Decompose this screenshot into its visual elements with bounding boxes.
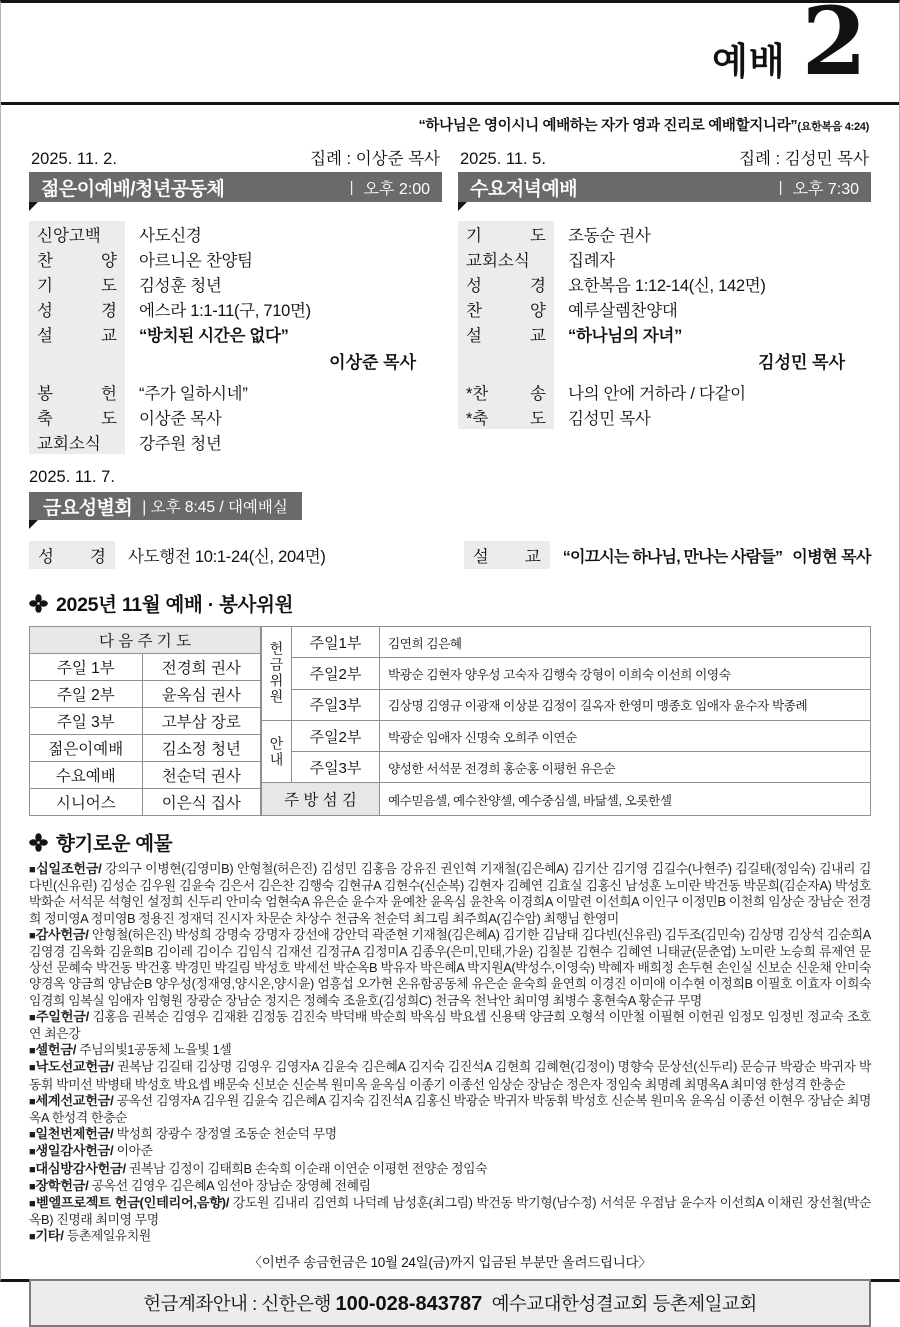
offering-names: 권복남 김길태 김상명 김영우 김영자A 김윤숙 김은혜A 김지숙 김진석A 김현희 김혜현(김정이) 명향숙 문상선(신두리) 문승규 박광순 박귀자 박동휘 박미선 박병태 박성호 박요셉 배문숙 신보순 신순복 원미옥 윤옥심 이종기 이종선 임상순 장남순 정은자 정임숙 최명례 최명옥A 최미영 한성격 한충순 bbox=[29, 1059, 871, 1092]
order-label: 설 교 bbox=[29, 321, 125, 346]
prayer-part: 주일 3부 bbox=[30, 708, 143, 735]
youth-service-header bbox=[29, 147, 442, 169]
offering-names: 김홍음 권복순 김영우 김재환 김정동 김진숙 박덕배 박순희 박옥심 박요셉 신용택 양금희 오형석 이만철 이필현 이헌권 임정모 임정빈 정교숙 조호연 최은강 bbox=[29, 1008, 871, 1042]
table-row bbox=[30, 735, 261, 762]
order-label: 찬 양 bbox=[458, 296, 554, 321]
service-row bbox=[29, 321, 442, 346]
verse-reference: (요한복음 4:24) bbox=[797, 121, 869, 133]
guide-names: 양성한 서석문 전경희 홍순홍 이평헌 유은순 bbox=[380, 752, 871, 783]
preacher-name: 김성민 목사 bbox=[758, 353, 845, 372]
table-row bbox=[262, 689, 871, 720]
wednesday-service-presider: 집례 : 김성민 목사 bbox=[739, 150, 869, 168]
order-label: 기 도 bbox=[29, 271, 125, 296]
order-label: 설 교 bbox=[458, 321, 554, 346]
prayer-name: 김소정 청년 bbox=[142, 735, 260, 762]
order-label: *찬 송 bbox=[458, 379, 554, 404]
table-row bbox=[262, 627, 871, 658]
guide-header: 안내 bbox=[262, 720, 292, 783]
wednesday-service-bar bbox=[458, 172, 871, 202]
service-row bbox=[458, 346, 871, 379]
offering-committee-header: 헌금위원 bbox=[262, 627, 292, 721]
committee-part: 주일2부 bbox=[292, 658, 380, 689]
service-row bbox=[29, 429, 442, 454]
committee-part: 주일3부 bbox=[292, 689, 380, 720]
order-value: 사도신경 bbox=[139, 227, 202, 245]
order-label: *축 도 bbox=[458, 404, 554, 429]
bar-fold-triangle bbox=[29, 202, 38, 211]
table-row bbox=[262, 720, 871, 751]
youth-service-time: 오후 2:00 bbox=[363, 180, 430, 198]
offering-label: ■ 대심방감사헌금 / bbox=[29, 1161, 126, 1176]
order-label: 성 경 bbox=[458, 271, 554, 296]
offering-names: 권복남 김정이 김태희B 손숙희 이순래 이연순 이평헌 전양순 정임숙 bbox=[129, 1160, 488, 1176]
prayer-part: 주일 1부 bbox=[30, 654, 143, 681]
service-row bbox=[29, 221, 442, 246]
bar-divider: | bbox=[349, 178, 354, 196]
friday-sermon-block bbox=[464, 541, 871, 569]
order-value: 강주원 청년 bbox=[139, 435, 222, 453]
committee-names: 박광순 김현자 양우성 고숙자 김행숙 강형이 이희숙 이선희 이영숙 bbox=[380, 658, 871, 689]
committee-names: 김연희 김은혜 bbox=[380, 627, 871, 658]
table-row bbox=[30, 654, 261, 681]
friday-preacher-name: 이병현 목사 bbox=[792, 548, 871, 566]
offering-label: ■ 세계선교헌금 / bbox=[29, 1093, 113, 1108]
order-label: 봉 헌 bbox=[29, 379, 125, 404]
prayer-name: 전경희 권사 bbox=[142, 654, 260, 681]
preacher-name: 이상준 목사 bbox=[329, 353, 416, 372]
offering-label: ■ 십일조헌금 / bbox=[29, 861, 102, 876]
offering-names: 안형철(허은진) 박성희 강명숙 강명자 강선애 강안덕 곽준현 기재철(김은혜A) 김기한 김남태 김다빈(신유린) 김두조(김민숙) 김상명 김상석 김순희A 김영경 김옥화 김윤희B 김이레 김이수 김임식 김재선 김정규A 김정미A 김종우(은미,민태,가윤) 김칠분 김현수 김혜연 니태균(문춘엽) 노미란 노승희 류제연 문상선 문혜숙 박건동 박건홍 박경민 박길림 박성호 박세선 박순옥B 박유자 박은혜A 박지원A(박성수,이영숙) 박혜자 배희정 손두현 손인실 신보순 신운채 안미숙 양경옥 양금희 양남순B 양우성(정재영,양시온,양시윤) 엄흥섭 오가현 온유함공동체 유은순 윤숙희 윤연희 이경진 이미애 이수현 이정희B 이필호 이효자 이희숙 임경희 임복실 임애자 임형원 장광순 장남순 정지은 정혜숙 조윤호(김성희C) 천금옥 천낙안 최미영 최병수 홍현숙A 황순규 무명 bbox=[29, 926, 871, 1008]
offering-category bbox=[29, 1161, 871, 1178]
order-label: 성 경 bbox=[29, 296, 125, 321]
table-row bbox=[30, 681, 261, 708]
wednesday-service-order bbox=[458, 221, 871, 429]
page-number: 2 bbox=[801, 0, 867, 97]
offering-category bbox=[29, 1042, 871, 1059]
offering-category bbox=[29, 1009, 871, 1042]
scripture-label: 성 경 bbox=[29, 541, 115, 569]
offering-label: ■ 일천번제헌금 / bbox=[29, 1126, 113, 1141]
committee-section-title bbox=[29, 589, 871, 617]
page-title: 예배 bbox=[712, 41, 786, 82]
youth-service-bar-title: 젊은이예배/청년공동체 bbox=[41, 178, 225, 200]
offering-category bbox=[29, 1059, 871, 1092]
table-row bbox=[262, 783, 871, 816]
table-row bbox=[262, 658, 871, 689]
service-row bbox=[458, 321, 871, 346]
youth-service-order bbox=[29, 221, 442, 454]
order-value: 에스라 1:1-11(구, 710면) bbox=[139, 302, 311, 320]
offering-names: 박성희 장광수 장정열 조동순 천순덕 무명 bbox=[116, 1126, 337, 1142]
prayer-name: 고부삼 장로 bbox=[142, 708, 260, 735]
bar-fold-triangle bbox=[458, 202, 467, 211]
youth-service-bar bbox=[29, 172, 442, 202]
service-row bbox=[458, 221, 871, 246]
order-value: 김성민 목사 bbox=[568, 410, 651, 428]
order-value: 예루살렘찬양대 bbox=[568, 302, 678, 320]
offering-category bbox=[29, 927, 871, 1009]
offerings-section bbox=[1, 828, 899, 1271]
offering-category bbox=[29, 1126, 871, 1143]
table-row bbox=[30, 762, 261, 789]
page-header bbox=[1, 0, 899, 105]
order-value: 아르니온 찬양팀 bbox=[139, 252, 253, 270]
youth-service-date: 2025. 11. 2. bbox=[31, 150, 117, 168]
offering-category bbox=[29, 1228, 871, 1245]
friday-meeting-bar bbox=[29, 492, 302, 520]
order-value: 요한복음 1:12-14(신, 142면) bbox=[568, 277, 766, 295]
offering-names: 주님의빛1공동체 노을빛 1셀 bbox=[79, 1042, 232, 1058]
order-label: 신앙고백 bbox=[29, 221, 125, 246]
order-label-spacer bbox=[458, 346, 554, 379]
table-row bbox=[30, 708, 261, 735]
service-row bbox=[458, 271, 871, 296]
offering-label: ■ 셀헌금 / bbox=[29, 1042, 76, 1057]
prayer-part: 젊은이예배 bbox=[30, 735, 143, 762]
offering-category bbox=[29, 1178, 871, 1195]
order-value: 조동순 권사 bbox=[568, 227, 651, 245]
order-value: 김성훈 청년 bbox=[139, 277, 222, 295]
account-prefix: 헌금계좌안내 : 신한은행 bbox=[143, 1292, 331, 1314]
committee-title-text: 2025년 11월 예배 · 봉사위원 bbox=[56, 594, 294, 616]
committee-tables bbox=[29, 626, 871, 816]
scripture-value: 사도행전 10:1-24(신, 204면) bbox=[128, 548, 326, 566]
youth-service-section bbox=[29, 147, 442, 454]
service-row bbox=[29, 404, 442, 429]
service-row bbox=[458, 404, 871, 429]
offering-category bbox=[29, 1195, 871, 1228]
volunteer-table bbox=[261, 626, 871, 816]
account-number: 100-028-843787 bbox=[335, 1292, 483, 1315]
guide-names: 박광순 임애자 신명숙 오희주 이연순 bbox=[380, 720, 871, 751]
prayer-part: 수요예배 bbox=[30, 762, 143, 789]
friday-meeting-title: 금요성별회 bbox=[43, 497, 133, 519]
offering-label: ■ 주일헌금 / bbox=[29, 1009, 89, 1024]
services-grid bbox=[1, 147, 899, 454]
offering-label: ■ 벧엘프로젝트 헌금(인테리어,음향) / bbox=[29, 1195, 229, 1210]
offerings-list bbox=[29, 861, 871, 1246]
committee-names: 김상명 김영규 이광재 이상분 김정이 길옥자 한영미 맹종호 임애자 윤수자 박종례 bbox=[380, 689, 871, 720]
service-row bbox=[29, 271, 442, 296]
next-week-prayer-table bbox=[29, 626, 261, 816]
verse-text: “하나님은 영이시니 예배하는 자가 영과 진리로 예배할지니라” bbox=[418, 118, 798, 134]
offering-category bbox=[29, 1093, 871, 1126]
order-value: 이상준 목사 bbox=[139, 410, 222, 428]
clover-icon bbox=[29, 594, 48, 613]
service-row bbox=[29, 379, 442, 404]
guide-part: 주일2부 bbox=[292, 720, 380, 751]
table-row bbox=[30, 789, 261, 816]
service-row bbox=[458, 246, 871, 271]
offering-label: ■ 장학헌금 / bbox=[29, 1178, 89, 1193]
offering-names: 공옥선 김영우 김은혜A 임선아 장남순 장영혜 전혜림 bbox=[91, 1177, 371, 1193]
guide-part: 주일3부 bbox=[292, 752, 380, 783]
offering-names: 이아준 bbox=[116, 1143, 153, 1159]
order-label: 축 도 bbox=[29, 404, 125, 429]
prayer-part: 주일 2부 bbox=[30, 681, 143, 708]
offering-label: ■ 기타 / bbox=[29, 1228, 64, 1243]
prayer-part: 시니어스 bbox=[30, 789, 143, 816]
prayer-name: 윤옥심 권사 bbox=[142, 681, 260, 708]
prayer-name: 이은식 집사 bbox=[142, 789, 260, 816]
verse-quote bbox=[1, 114, 899, 135]
order-value: 집례자 bbox=[568, 252, 615, 270]
offering-category bbox=[29, 861, 871, 927]
committee-section bbox=[1, 589, 899, 816]
friday-meeting-time: | 오후 8:45 / 대예배실 bbox=[142, 499, 288, 516]
sermon-title: “하나님의 자녀” bbox=[568, 327, 683, 345]
order-label-spacer bbox=[29, 346, 125, 379]
bar-divider: | bbox=[778, 178, 783, 196]
order-label: 교회소식 bbox=[29, 429, 125, 454]
service-row bbox=[458, 296, 871, 321]
friday-meeting-details bbox=[29, 541, 871, 569]
service-row bbox=[458, 379, 871, 404]
offering-names: 등촌제일유치원 bbox=[66, 1228, 151, 1244]
offering-label: ■ 낙도선교헌금 / bbox=[29, 1059, 114, 1074]
offerings-title-text: 향기로운 예물 bbox=[56, 833, 173, 855]
offering-names: 강도원 김내리 김연희 나덕례 남성훈(최그림) 박건동 박기형(남수정) 서석문 우점남 윤수자 이선희A 이채린 장선철(박순옥B) 진명래 최미영 무명 bbox=[29, 1195, 871, 1228]
offering-label: ■ 생일감사헌금 / bbox=[29, 1143, 113, 1158]
account-info-box bbox=[29, 1279, 871, 1327]
sermon-label: 설 교 bbox=[464, 541, 550, 569]
wednesday-service-time: 오후 7:30 bbox=[792, 180, 859, 198]
committee-part: 주일1부 bbox=[292, 627, 380, 658]
bar-fold-triangle bbox=[29, 520, 38, 529]
service-row bbox=[29, 246, 442, 271]
sermon-title: “방치된 시간은 없다” bbox=[139, 327, 289, 345]
wednesday-service-section bbox=[458, 147, 871, 454]
order-label: 교회소식 bbox=[458, 246, 554, 271]
order-label: 기 도 bbox=[458, 221, 554, 246]
wednesday-service-date: 2025. 11. 5. bbox=[460, 150, 546, 168]
wednesday-service-header bbox=[458, 147, 871, 169]
next-week-prayer-header: 다 음 주 기 도 bbox=[30, 627, 261, 654]
offering-names: 강의구 이병현(김영미B) 안형철(허은진) 김성민 김홍음 강유진 권인혁 기재철(김은혜A) 김기산 김기영 김길수(나현주) 김길태(정임숙) 김내리 김다빈(신유린) 김성순 김우원 김윤숙 김은서 김은찬 김행숙 김현규A 김현수(신순복) 김현자 김혜연 김효실 김홍신 남성훈 노미란 박건동 박문희(김순자A) 박성호 박화순 서석문 석형인 설정희 신두리 안미숙 엄현숙A 유은순 윤수자 윤예찬 윤옥심 윤찬옥 이경희A 이말련 이선희A 이인구 이정민B 이천희 임상순 장남순 전경희 정미영A 정미영B 정용진 정재덕 진시자 차문순 차상수 천금옥 천순덕 최그림 최주희A(김수암) 최행님 한영미 bbox=[29, 861, 871, 926]
kitchen-names: 예수믿음셀, 예수찬양셀, 예수중심셀, 바닮셀, 오롯한셀 bbox=[380, 783, 871, 816]
service-row bbox=[29, 346, 442, 379]
order-label: 찬 양 bbox=[29, 246, 125, 271]
kitchen-header: 주 방 섬 김 bbox=[262, 783, 380, 816]
service-row bbox=[29, 296, 442, 321]
clover-icon bbox=[29, 833, 48, 852]
prayer-name: 천순덕 권사 bbox=[142, 762, 260, 789]
friday-meeting-section bbox=[1, 468, 899, 569]
transfer-deadline-note: 〈이번주 송금헌금은 10월 24일(금)까지 입금된 부분만 올려드립니다〉 bbox=[248, 1254, 652, 1270]
offering-category bbox=[29, 1143, 871, 1160]
order-value: 나의 안에 거하라 / 다같이 bbox=[568, 385, 746, 403]
offering-label: ■ 감사헌금 / bbox=[29, 927, 89, 942]
youth-service-presider: 집례 : 이상준 목사 bbox=[310, 150, 440, 168]
wednesday-service-bar-title: 수요저녁예배 bbox=[470, 178, 578, 200]
offering-names: 공옥선 김영자A 김우원 김윤숙 김은혜A 김지숙 김진석A 김홍신 박광순 박귀자 박동휘 박성호 신순복 원미옥 윤옥심 이종선 이현우 장남순 최명옥A 한성격 한충순 bbox=[29, 1092, 871, 1126]
friday-scripture-block bbox=[29, 541, 464, 569]
offerings-section-title bbox=[29, 828, 871, 856]
friday-sermon-title: “이끄시는 하나님, 만나는 사람들” bbox=[562, 548, 783, 566]
account-suffix: 예수교대한성결교회 등촌제일교회 bbox=[491, 1292, 757, 1314]
friday-meeting-date: 2025. 11. 7. bbox=[29, 468, 115, 486]
table-row bbox=[262, 752, 871, 783]
order-value: “주가 일하시네” bbox=[139, 385, 248, 403]
